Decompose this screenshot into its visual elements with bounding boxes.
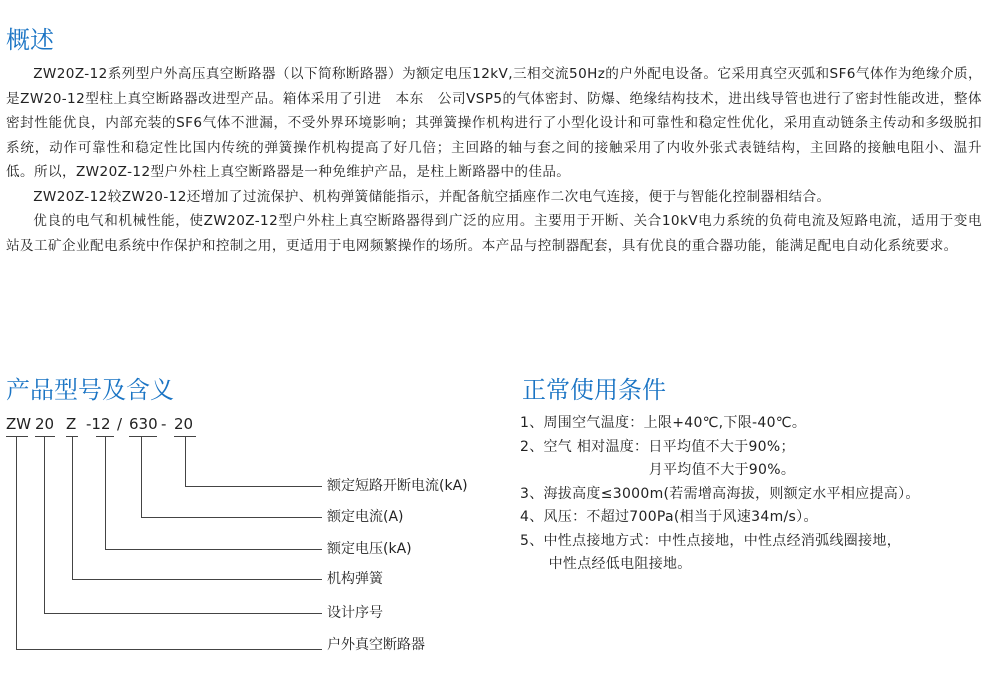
meaning-outdoor-vacuum-breaker: 户外真空断路器 bbox=[327, 637, 425, 653]
leader-line-vertical bbox=[185, 436, 186, 486]
meaning-rated-current: 额定电流(A) bbox=[327, 509, 404, 525]
overview-heading: 概述 bbox=[6, 26, 54, 54]
code-part-current: 630 bbox=[129, 415, 158, 433]
leader-line-vertical bbox=[16, 436, 17, 649]
model-heading: 产品型号及含义 bbox=[6, 376, 174, 404]
leader-line-horizontal bbox=[72, 579, 322, 580]
leader-line-horizontal bbox=[16, 649, 322, 650]
code-underline bbox=[6, 436, 28, 437]
code-part-zw: ZW bbox=[6, 415, 32, 433]
leader-line-vertical bbox=[141, 436, 142, 517]
condition-item-altitude: 3、海拔高度≤3000m(若需增高海拔，则额定水平相应提高）。 bbox=[520, 485, 920, 502]
leader-line-vertical bbox=[105, 436, 106, 549]
overview-paragraph-2: ZW20Z-12较ZW20-12还增加了过流保护、机构弹簧储能指示，并配备航空插座作二次电气连接，便于与智能化控制器相结合。 bbox=[33, 188, 831, 205]
code-part-breaking-current: 20 bbox=[174, 415, 194, 433]
overview-text bbox=[6, 62, 982, 258]
code-underline bbox=[129, 436, 157, 437]
code-part-mechanism: Z bbox=[66, 415, 77, 433]
leader-line-horizontal bbox=[141, 517, 322, 518]
condition-item-humidity-monthly: 月平均值不大于90%。 bbox=[520, 462, 796, 478]
meaning-design-number: 设计序号 bbox=[327, 605, 383, 621]
meaning-rated-voltage: 额定电压(kA) bbox=[327, 541, 412, 557]
overview-paragraph-3: 优良的电气和机械性能，使ZW20Z-12型户外柱上真空断路器得到广泛的应用。主要用于开断、关合10kV电力系统的负荷电流及短路电流，适用于变电站及工矿企业配电系统中作保护和控制之用，更适用于电网频繁操作的场所。本产品与控制器配套，具有优良的重合器功能，能满足配电自动化系统要求。 bbox=[6, 213, 982, 254]
code-underline bbox=[35, 436, 55, 437]
condition-item-grounding: 5、中性点接地方式：中性点接地，中性点经消弧线圈接地， bbox=[520, 532, 902, 549]
leader-line-horizontal bbox=[185, 486, 322, 487]
meaning-breaking-current: 额定短路开断电流(kA) bbox=[327, 478, 468, 494]
overview-paragraph-1: ZW20Z-12系列型户外高压真空断路器（以下简称断路器）为额定电压12kV,三相交流50Hz的户外配电设备。它采用真空灭弧和SF6气体作为绝缘介质，是ZW20-12型柱上真空断路器改进型产品。箱体采用了引进 本东 公司VSP5的气体密封、防爆、绝缘结构技术，进出线导管也进行了密封性能改进，整体密封性能优良，内部充装的SF6气体不泄漏，不受外界环境影响；其弹簧操作机构进行了小型化设计和可靠性和稳定性优化，采用直动链条主传动和多级脱扣系统，动作可靠性和稳定性比国内传统的弹簧操作机构提高了好几倍；主回路的轴与套之间的接触采用了内收外张式表链结构，主回路的接触电阻小、温升低。所以，ZW20Z-12型户外柱上真空断路器是一种免维护产品，是柱上断路器中的佳品。 bbox=[6, 66, 982, 180]
code-part-dash: - bbox=[161, 415, 167, 433]
code-part-voltage: -12 bbox=[86, 415, 111, 433]
condition-item-humidity: 2、空气 相对温度：日平均值不大于90%； bbox=[520, 438, 795, 455]
meaning-spring-mechanism: 机构弹簧 bbox=[327, 571, 383, 587]
leader-line-horizontal bbox=[44, 613, 322, 614]
code-part-design-number: 20 bbox=[35, 415, 55, 433]
condition-item-temperature: 1、周围空气温度：上限+40℃,下限-40℃。 bbox=[520, 415, 807, 431]
conditions-heading: 正常使用条件 bbox=[522, 376, 666, 404]
code-part-slash: / bbox=[117, 415, 123, 433]
leader-line-vertical bbox=[72, 436, 73, 579]
leader-line-horizontal bbox=[105, 549, 322, 550]
conditions-list bbox=[520, 412, 920, 577]
condition-item-wind-pressure: 4、风压：不超过700Pa(相当于风速34m/s）。 bbox=[520, 509, 818, 525]
leader-line-vertical bbox=[44, 436, 45, 613]
condition-item-grounding-cont: 中性点经低电阻接地。 bbox=[520, 556, 692, 572]
